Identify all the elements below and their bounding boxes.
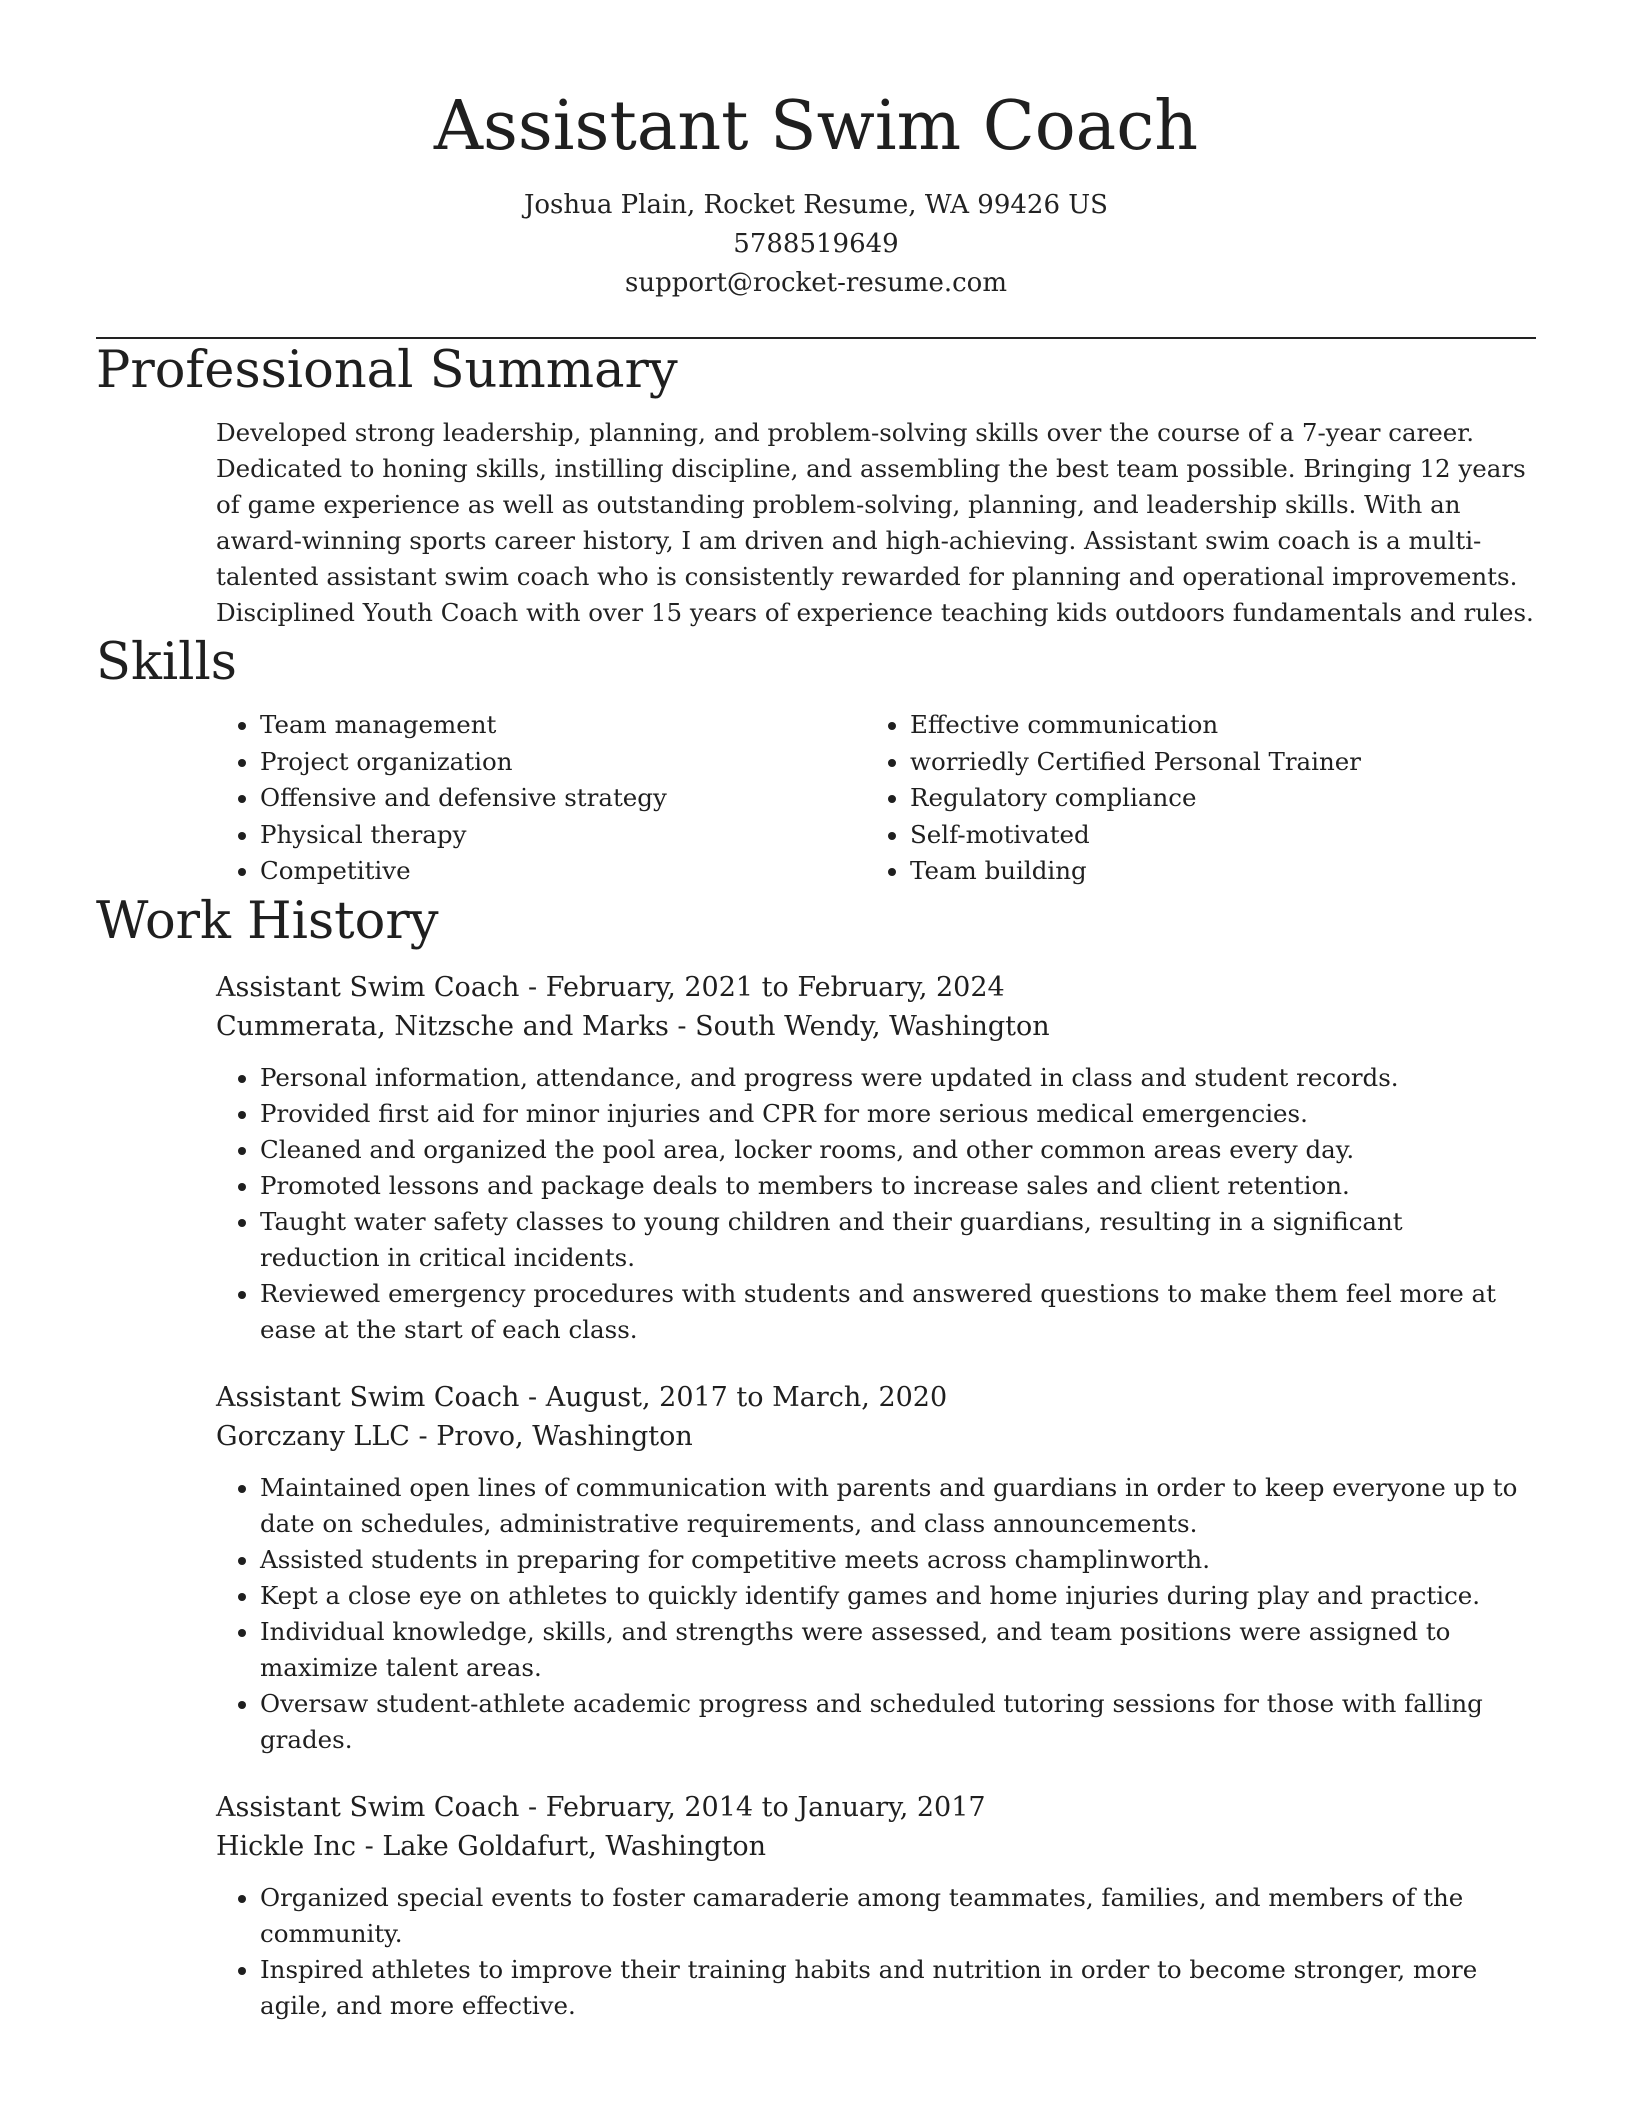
job-bullet: • Oversaw student-athlete academic progress and scheduled tutoring sessions for those with falling grades. — [260, 1686, 1536, 1758]
job-bullet-list — [216, 1880, 1536, 2024]
job-bullet: • Individual knowledge, skills, and strengths were assessed, and team positions were assigned to maximize talent areas. — [260, 1614, 1536, 1686]
job-bullet-list — [216, 1470, 1536, 1758]
skills-grid — [216, 707, 1536, 890]
job-bullet: • Assisted students in preparing for competitive meets across champlinworth. — [260, 1542, 1536, 1578]
job-entry — [216, 1788, 1536, 2024]
skills-column-right — [866, 707, 1516, 890]
job-company-location: Gorczany LLC - Provo, Washington — [216, 1420, 693, 1452]
skill-item: • Competitive — [260, 853, 866, 890]
contact-block — [96, 186, 1536, 303]
skill-item: • Project organization — [260, 744, 866, 781]
job-bullet: • Maintained open lines of communication with parents and guardians in order to keep everyone up to date on schedules, administrative requirements, and class announcements. — [260, 1470, 1536, 1542]
skill-item: • Self-motivated — [910, 817, 1516, 854]
job-entry — [216, 968, 1536, 1348]
skills-heading: Skills — [96, 633, 237, 692]
job-title-dates: Assistant Swim Coach - August, 2017 to March, 2020 — [216, 1381, 948, 1413]
job-bullet: • Kept a close eye on athletes to quickly identify games and home injuries during play and practice. — [260, 1578, 1536, 1614]
job-entry — [216, 1378, 1536, 1758]
skill-item: • worriedly Certified Personal Trainer — [910, 744, 1516, 781]
job-bullet: • Organized special events to foster camaraderie among teammates, families, and members of the community. — [260, 1880, 1536, 1952]
skill-item: • Regulatory compliance — [910, 780, 1516, 817]
work-history-heading: Work History — [96, 891, 439, 951]
contact-phone: 5788519649 — [733, 229, 899, 259]
resume-page — [96, 0, 1536, 2024]
job-bullet: • Reviewed emergency procedures with students and answered questions to make them feel more at ease at the start of each class. — [260, 1276, 1536, 1348]
job-bullet-list — [216, 1060, 1536, 1348]
job-bullet: • Taught water safety classes to young children and their guardians, resulting in a significant reduction in critical incidents. — [260, 1204, 1536, 1276]
job-bullet: • Personal information, attendance, and progress were updated in class and student records. — [260, 1060, 1536, 1096]
summary-heading: Professional Summary — [96, 341, 678, 400]
job-title-dates: Assistant Swim Coach - February, 2021 to February, 2024 — [216, 971, 1005, 1003]
skill-item: • Physical therapy — [260, 817, 866, 854]
job-company-location: Cummerata, Nitzsche and Marks - South Wendy, Washington — [216, 1010, 1050, 1042]
skill-item: • Offensive and defensive strategy — [260, 780, 866, 817]
contact-address: Joshua Plain, Rocket Resume, WA 99426 US — [523, 190, 1108, 220]
job-bullet: • Provided first aid for minor injuries and CPR for more serious medical emergencies. — [260, 1096, 1536, 1132]
job-bullet: • Cleaned and organized the pool area, locker rooms, and other common areas every day. — [260, 1132, 1536, 1168]
skill-item: • Team building — [910, 853, 1516, 890]
job-company-location: Hickle Inc - Lake Goldafurt, Washington — [216, 1830, 766, 1862]
resume-name: Assistant Swim Coach — [433, 87, 1199, 166]
contact-email: support@rocket-resume.com — [624, 268, 1007, 298]
skill-item: • Effective communication — [910, 707, 1516, 744]
job-title-dates: Assistant Swim Coach - February, 2014 to January, 2017 — [216, 1791, 986, 1823]
summary-text: Developed strong leadership, planning, and problem-solving skills over the course of a 7-year career. Dedicated to honing skills, instilling discipline, and assembling the best team possible. Bringing 12 years of game experience as well as outstanding problem-solving, planning, and leadership skills. With an award-winning sports career history, I am driven and high-achieving. Assistant swim coach is a multi-talented assistant swim coach who is consistently rewarded for planning and operational improvements. Disciplined Youth Coach with over 15 years of experience teaching kids outdoors fundamentals and rules. — [216, 418, 1534, 627]
skills-column-left — [216, 707, 866, 890]
resume-header — [96, 0, 1536, 303]
skill-item: • Team management — [260, 707, 866, 744]
job-bullet: • Inspired athletes to improve their training habits and nutrition in order to become stronger, more agile, and more effective. — [260, 1952, 1536, 2024]
job-bullet: • Promoted lessons and package deals to members to increase sales and client retention. — [260, 1168, 1536, 1204]
